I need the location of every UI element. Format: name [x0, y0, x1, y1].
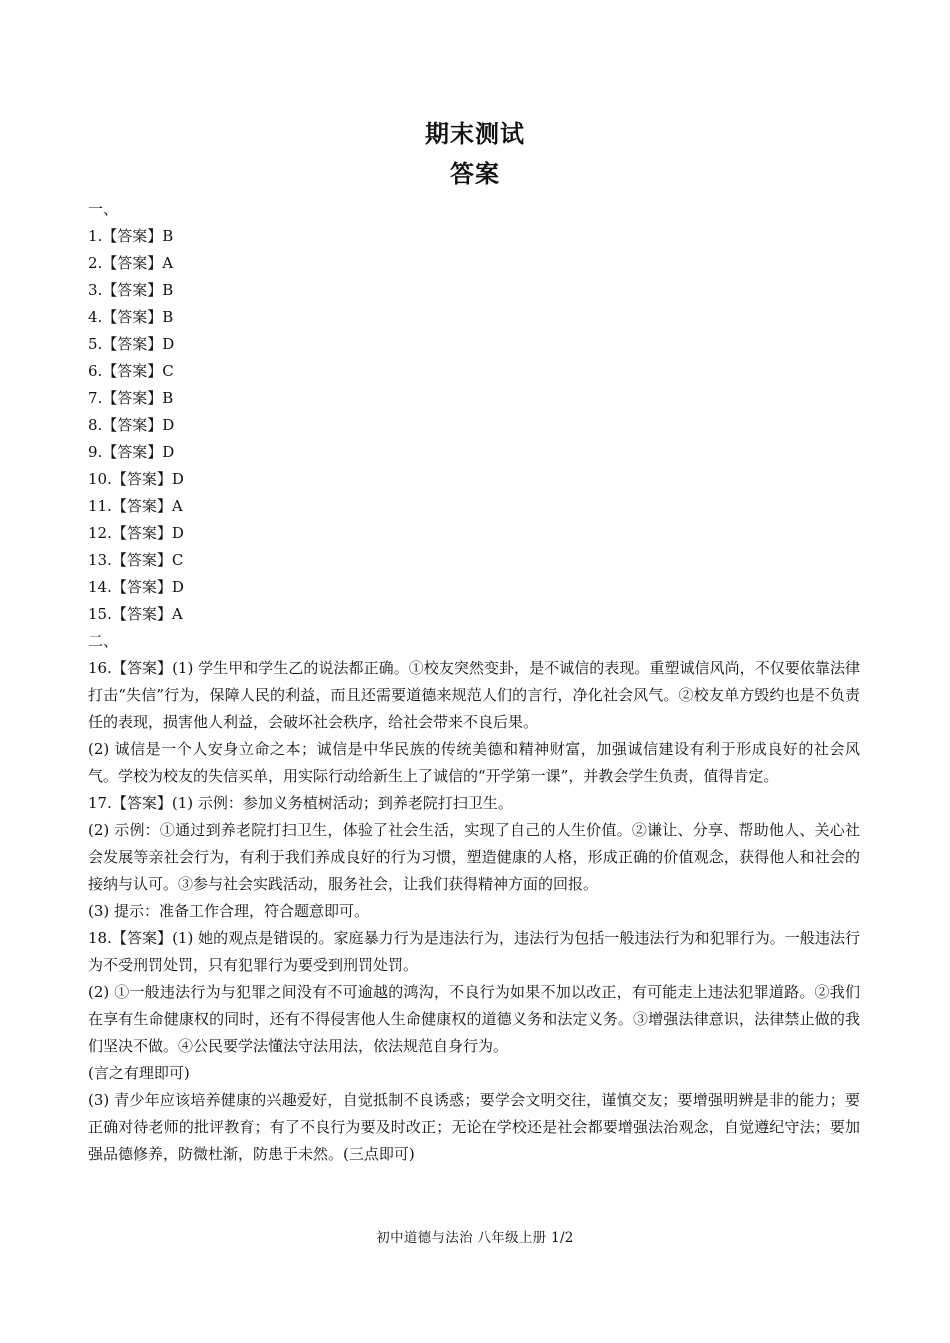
- choice-answer: 7.【答案】B: [88, 389, 174, 407]
- choice-answer: 6.【答案】C: [88, 362, 174, 380]
- choice-answer: 15.【答案】A: [88, 605, 183, 623]
- page-footer: 初中道德与法治 八年级上册 1/2: [376, 1230, 574, 1246]
- choice-answer: 12.【答案】D: [88, 524, 184, 542]
- choice-answer: 9.【答案】D: [88, 443, 175, 461]
- q17-answer-part3: (3) 提示：准备工作合理，符合题意即可。: [88, 902, 370, 920]
- q16-answer-part1: 16.【答案】(1) 学生甲和学生乙的说法都正确。①校友突然变卦，是不诚信的表现。重塑诚信风尚，不仅要依靠法律打击“失信”行为，保障人民的利益，而且还需要道德来规范人们的言行，净化社会风气。②校友单方毁约也是不负责任的表现，损害他人利益，会破坏社会秩序，给社会带来不良后果。: [88, 659, 860, 731]
- choice-answer-list: [88, 223, 860, 628]
- section-heading-two: 二、: [88, 632, 119, 650]
- choice-answer: 13.【答案】C: [88, 551, 184, 569]
- q18-answer-part2: (2) ①一般违法行为与犯罪之间没有不可逾越的鸿沟，不良行为如果不加以改正，有可能走上违法犯罪道路。②我们在享有生命健康权的同时，还有不得侵害他人生命健康权的道德义务和法定义务。③增强法律意识，法律禁止做的我们坚决不做。④公民要学法懂法守法用法，依法规范自身行为。: [88, 983, 860, 1055]
- q17-answer-part2: (2) 示例：①通过到养老院打扫卫生，体验了社会生活，实现了自己的人生价值。②谦让、分享、帮助他人、关心社会发展等亲社会行为，有利于我们养成良好的行为习惯，塑造健康的人格，形成正确的价值观念，获得他人和社会的接纳与认可。③参与社会实践活动，服务社会，让我们获得精神方面的回报。: [88, 821, 860, 893]
- q18-note: (言之有理即可): [88, 1064, 190, 1082]
- choice-answer: 3.【答案】B: [88, 281, 174, 299]
- choice-answer: 14.【答案】D: [88, 578, 184, 596]
- q18-answer-part3: (3) 青少年应该培养健康的兴趣爱好，自觉抵制不良诱惑；要学会文明交往，谨慎交友；要增强明辨是非的能力；要正确对待老师的批评教育；有了不良行为要及时改正；无论在学校还是社会都要增强法治观念，自觉遵纪守法；要加强品德修养，防微杜渐，防患于未然。(三点即可): [88, 1091, 860, 1163]
- choice-answer: 10.【答案】D: [88, 470, 184, 488]
- q18-answer-part1: 18.【答案】(1) 她的观点是错误的。家庭暴力行为是违法行为，违法行为包括一般违法行为和犯罪行为。一般违法行为不受刑罚处罚，只有犯罪行为要受到刑罚处罚。: [88, 929, 860, 974]
- choice-answer: 4.【答案】B: [88, 308, 174, 326]
- choice-answer: 8.【答案】D: [88, 416, 175, 434]
- choice-answer: 11.【答案】A: [88, 497, 183, 515]
- q17-answer-part1: 17.【答案】(1) 示例：参加义务植树活动；到养老院打扫卫生。: [88, 794, 513, 812]
- choice-answer: 5.【答案】D: [88, 335, 175, 353]
- choice-answer: 2.【答案】A: [88, 254, 174, 272]
- page-subtitle: 答案: [450, 160, 500, 188]
- answer-content: [88, 196, 860, 1168]
- choice-answer: 1.【答案】B: [88, 227, 174, 245]
- page-title: 期末测试: [425, 120, 525, 148]
- section-heading-one: 一、: [88, 200, 119, 218]
- q16-answer-part2: (2) 诚信是一个人安身立命之本；诚信是中华民族的传统美德和精神财富，加强诚信建设有利于形成良好的社会风气。学校为校友的失信买单，用实际行动给新生上了诚信的“开学第一课”，并教会学生负责，值得肯定。: [88, 740, 860, 785]
